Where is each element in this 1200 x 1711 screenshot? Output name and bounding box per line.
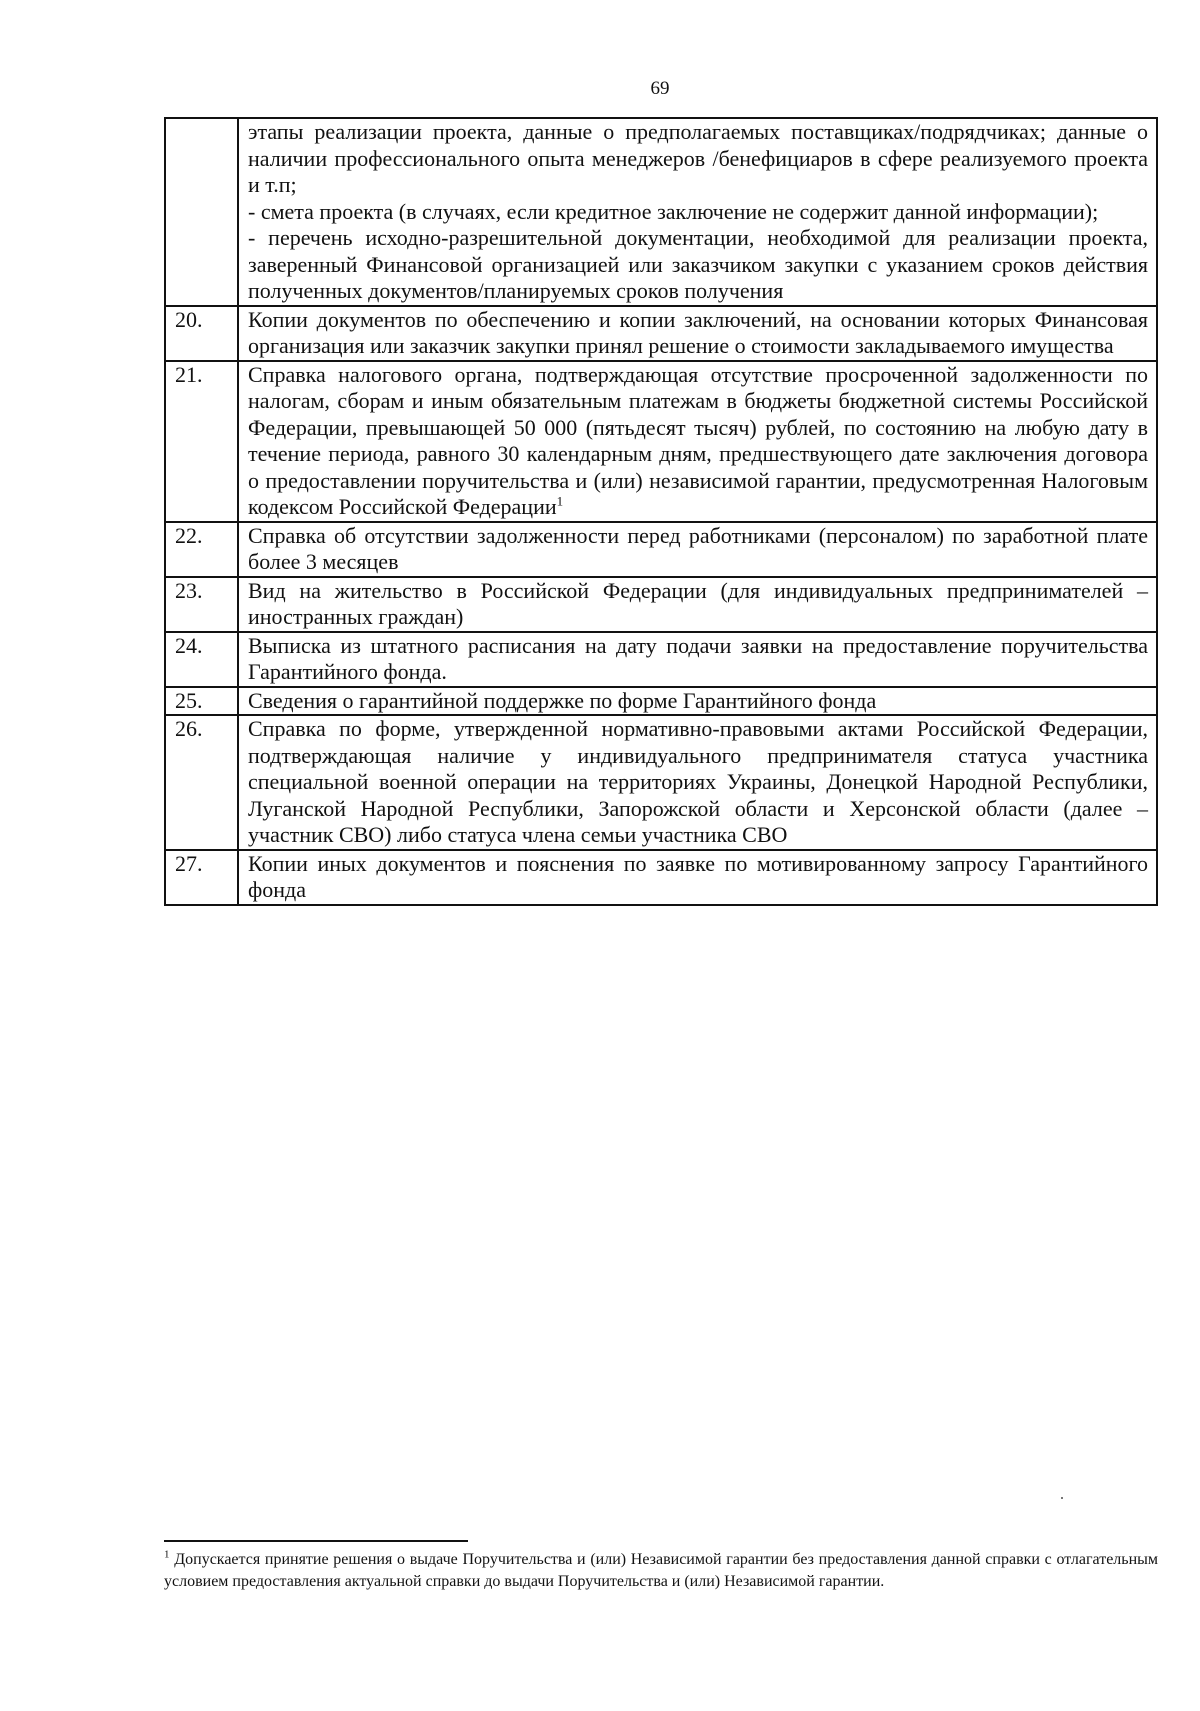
table-row: [165, 632, 1157, 687]
row-number: 27.: [165, 850, 238, 905]
footnote-separator: [164, 1540, 468, 1542]
row-paragraph: этапы реализации проекта, данные о предполагаемых поставщиках/подрядчиках; данные о наличии профессионального опыта менеджеров /бенефициаров в сфере реализуемого проекта и т.п;: [248, 119, 1148, 197]
row-text: Справка по форме, утвержденной нормативно-правовыми актами Российской Федерации, подтверждающая наличие у индивидуального предпринимателя статуса участника специальной военной операции на территориях Украины, Донецкой Народной Республики, Луганской Народной Республики, Запорожской области и Херсонской области (далее – участник СВО) либо статуса члена семьи участника СВО: [238, 715, 1157, 850]
row-paragraph: - перечень исходно-разрешительной документации, необходимой для реализации проекта, заверенный Финансовой организацией или заказчиком закупки с указанием сроков действия полученных документов/планируемых сроков получения: [248, 225, 1148, 303]
row-text: Копии документов по обеспечению и копии заключений, на основании которых Финансовая организация или заказчик закупки принял решение о стоимости закладываемого имущества: [238, 306, 1157, 361]
row-number: 20.: [165, 306, 238, 361]
row-text: Выписка из штатного расписания на дату подачи заявки на предоставление поручительства Гарантийного фонда.: [238, 632, 1157, 687]
page-number: 69: [650, 78, 670, 99]
table-row: [165, 306, 1157, 361]
documents-table: [164, 117, 1158, 906]
table-row: [165, 687, 1157, 716]
row-text: [238, 361, 1157, 522]
row-paragraph: - смета проекта (в случаях, если кредитное заключение не содержит данной информации);: [248, 198, 1099, 224]
footnote-text: Допускается принятие решения о выдаче Поручительства и (или) Независимой гарантии без предоставления данной справки с отлагательным условием предоставления актуальной справки до выдачи Поручительства и (или) Независимой гарантии.: [164, 1551, 1159, 1590]
row-text: Сведения о гарантийной поддержке по форме Гарантийного фонда: [238, 687, 1157, 716]
row-number: 26.: [165, 715, 238, 850]
row-number: [165, 118, 238, 306]
row-number: 23.: [165, 577, 238, 632]
row-number: 25.: [165, 687, 238, 716]
table-row: [165, 361, 1157, 522]
table-row: [165, 850, 1157, 905]
table-row: [165, 715, 1157, 850]
scan-artifact: [1061, 1497, 1063, 1499]
row-number: 24.: [165, 632, 238, 687]
table-row: [165, 522, 1157, 577]
footnote: [164, 1549, 1158, 1593]
row-number: 21.: [165, 361, 238, 522]
footnote-reference: 1: [556, 493, 564, 509]
table-row: [165, 118, 1157, 306]
row-text: Копии иных документов и пояснения по заявке по мотивированному запросу Гарантийного фонда: [238, 850, 1157, 905]
row-text: [238, 118, 1157, 306]
row-text: Справка об отсутствии задолженности перед работниками (персоналом) по заработной плате более 3 месяцев: [238, 522, 1157, 577]
footnote-mark: 1: [164, 1548, 170, 1561]
table-row: [165, 577, 1157, 632]
row-number: 22.: [165, 522, 238, 577]
row-text: Вид на жительство в Российской Федерации (для индивидуальных предпринимателей – иностранных граждан): [238, 577, 1157, 632]
row-text-content: Справка налогового органа, подтверждающая отсутствие просроченной задолженности по налогам, сборам и иным обязательным платежам в бюджеты бюджетной системы Российской Федерации, превышающей 50 000 (пятьдесят тысяч) рублей, по состоянию на любую дату в течение периода, равного 30 календарным дням, предшествующего дате заключения договора о предоставлении поручительства и (или) независимой гарантии, предусмотренная Налоговым кодексом Российской Федерации: [248, 361, 1148, 519]
